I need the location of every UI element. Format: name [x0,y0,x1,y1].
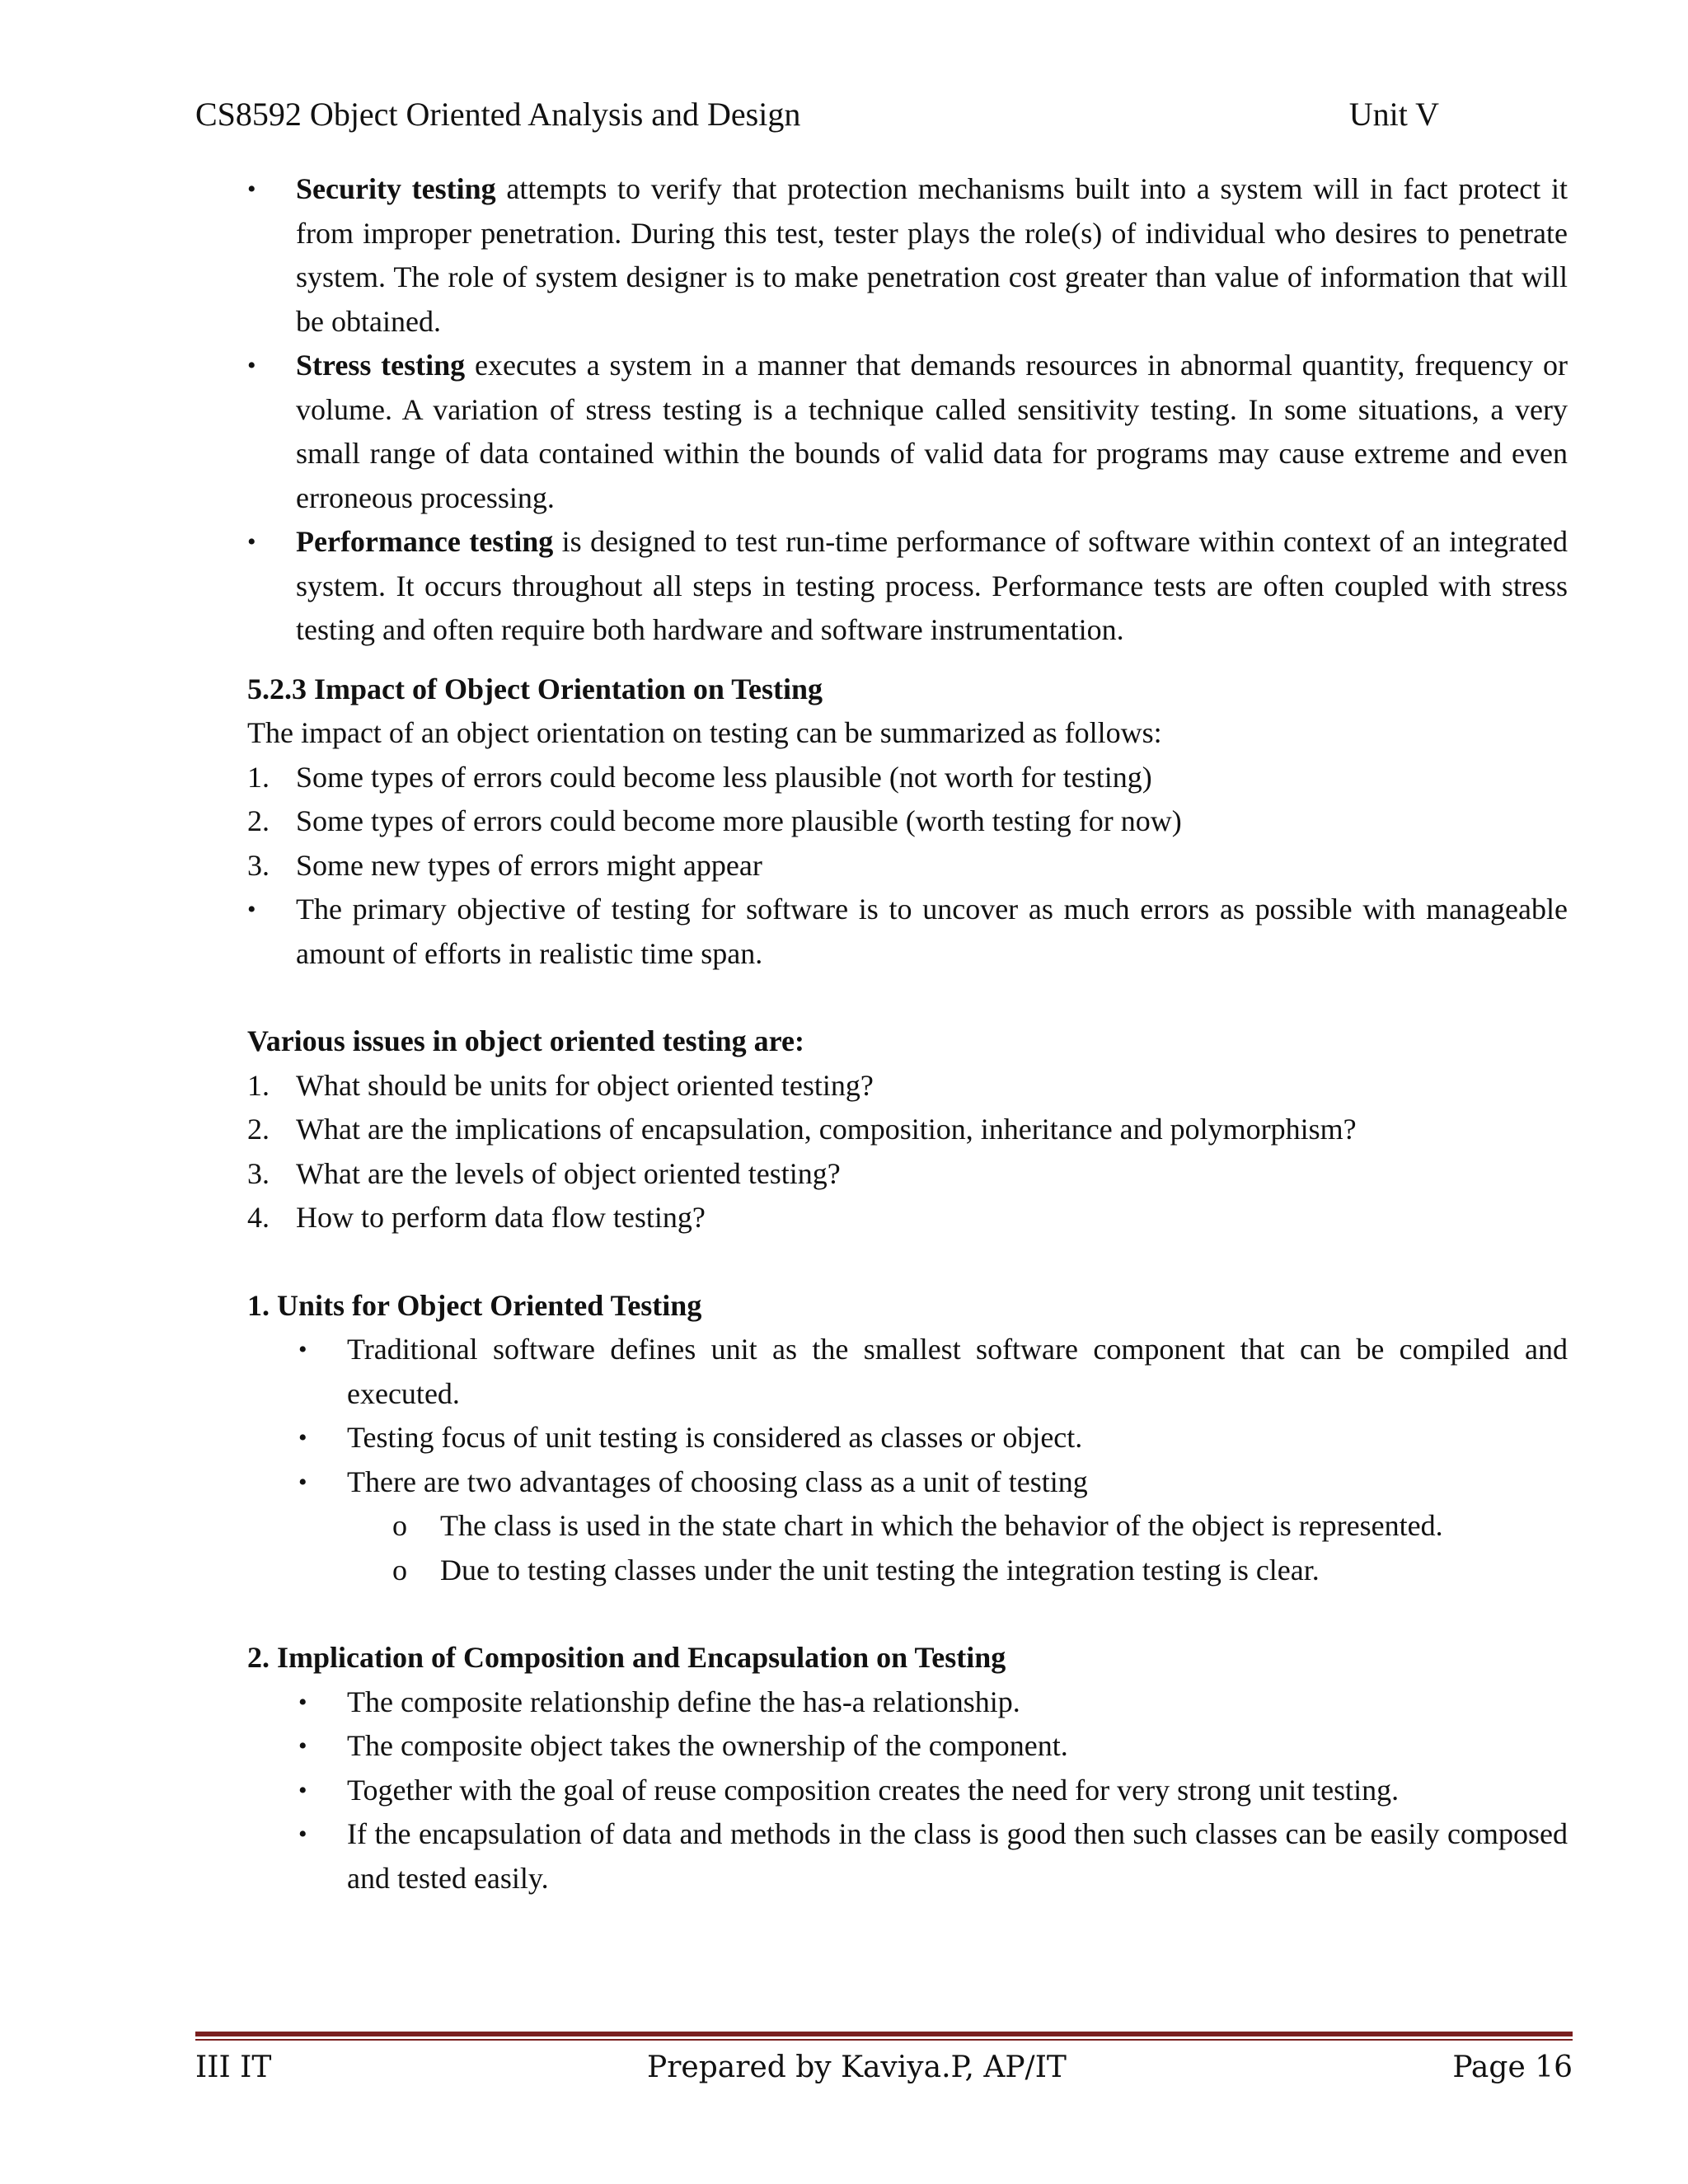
circle-bullet-icon: o [392,1553,407,1586]
composition-bullet-text: The composite relationship define the has-a relationship. [347,1685,1020,1718]
list-item-text: Some new types of errors might appear [296,848,762,882]
desc-performance-testing: is designed to test run-time performance of software within context of an integrated system. It occurs throughout all steps in testing process. Performance tests are often coupled with stress testing and often require both hardware and software instrumentation. [296,525,1568,646]
term-performance-testing: Performance testing [296,525,554,558]
composition-bullet [298,1812,1568,1900]
units-bullet-text: Traditional software defines unit as the smallest software component that can be compiled and executed. [347,1333,1568,1410]
impact-bullet-text: The primary objective of testing for software is to uncover as much errors as possible with manageable amount of efforts in realistic time span. [296,893,1568,970]
list-item-text: What are the implications of encapsulation, composition, inheritance and polymorphism? [296,1113,1357,1146]
composition-heading: 2. Implication of Composition and Encapsulation on Testing [247,1641,1006,1674]
bullet-icon: • [298,1336,307,1363]
list-number: 3. [247,848,270,882]
list-item [247,844,1568,888]
list-item [247,1196,1568,1240]
units-bullet [298,1460,1568,1505]
units-bullet-text: Testing focus of unit testing is considered as classes or object. [347,1421,1083,1454]
bullet-icon: • [298,1821,307,1848]
list-item [247,1108,1568,1152]
bullet-icon: • [247,176,256,203]
units-bullet-text: There are two advantages of choosing class as a unit of testing [347,1465,1088,1498]
page-content [247,167,1568,1900]
list-item [247,799,1568,844]
desc-security-testing: attempts to verify that protection mechanisms built into a system will in fact protect it from improper penetration. During this test, tester plays the role(s) of individual who desires to penetrate system. The role of system designer is to make penetration cost greater than value of information that will be obtained. [296,172,1568,338]
list-item-text: Some types of errors could become less plausible (not worth for testing) [296,760,1152,794]
bullet-icon: • [298,1688,307,1716]
units-bullet [298,1416,1568,1460]
header-course-title: CS8592 Object Oriented Analysis and Design [195,96,801,133]
desc-stress-testing: executes a system in a manner that demands resources in abnormal quantity, frequency or volume. A variation of stress testing is a technique called sensitivity testing. In some situations, a very small range of data contained within the bounds of valid data for programs may cause extreme and even erroneous processing. [296,349,1568,514]
composition-bullet [298,1769,1568,1813]
units-sub-bullet-text: The class is used in the state chart in which the behavior of the object is represented. [440,1509,1443,1542]
list-number: 3. [247,1156,270,1190]
impact-heading: 5.2.3 Impact of Object Orientation on Testing [247,672,823,705]
bullet-icon: • [298,1776,307,1804]
bullet-performance-testing [247,520,1568,653]
list-number: 2. [247,804,270,837]
list-number: 1. [247,760,270,794]
composition-bullet-text: Together with the goal of reuse composition creates the need for very strong unit testing. [347,1773,1400,1807]
list-number: 4. [247,1201,270,1234]
composition-bullet-text: The composite object takes the ownership of the component. [347,1729,1068,1762]
units-sub-bullet-text: Due to testing classes under the unit testing the integration testing is clear. [440,1553,1320,1586]
list-number: 2. [247,1113,270,1146]
footer-divider-thin [195,2039,1573,2041]
units-sub-bullet [392,1504,1568,1549]
footer-divider [195,2032,1573,2041]
list-item [247,1152,1568,1197]
bullet-security-testing [247,167,1568,344]
impact-bullet [247,888,1568,976]
list-item-text: How to perform data flow testing? [296,1201,706,1234]
composition-bullet [298,1724,1568,1769]
term-stress-testing: Stress testing [296,349,466,382]
bullet-icon: • [298,1424,307,1451]
bullet-icon: • [247,352,256,379]
list-item-text: What should be units for object oriented testing? [296,1068,874,1102]
list-item [247,756,1568,800]
bullet-icon: • [247,896,256,923]
list-item [247,1064,1568,1108]
term-security-testing: Security testing [296,172,496,205]
issues-heading: Various issues in object oriented testing are: [247,1024,804,1057]
composition-bullet-text: If the encapsulation of data and methods in the class is good then such classes can be easily composed and tested easily. [347,1817,1568,1895]
footer-author: Prepared by Kaviya.P, AP/IT [647,2050,1067,2084]
circle-bullet-icon: o [392,1509,407,1542]
bullet-stress-testing [247,344,1568,520]
page-footer [195,2047,1573,2088]
impact-intro: The impact of an object orientation on testing can be summarized as follows: [247,716,1162,749]
units-sub-bullet [392,1549,1568,1593]
bullet-icon: • [298,1732,307,1760]
composition-bullet [298,1680,1568,1725]
page-header [195,94,1472,135]
bullet-icon: • [298,1468,307,1496]
bullet-icon: • [247,528,256,555]
list-item-text: Some types of errors could become more plausible (worth testing for now) [296,804,1182,837]
list-number: 1. [247,1068,270,1102]
list-item-text: What are the levels of object oriented testing? [296,1156,841,1190]
footer-divider-thick [195,2032,1573,2036]
units-heading: 1. Units for Object Oriented Testing [247,1288,702,1322]
footer-page-number: Page 16 [1452,2050,1573,2084]
header-unit: Unit V [1348,96,1439,133]
footer-class: III IT [195,2050,272,2084]
units-bullet [298,1328,1568,1416]
